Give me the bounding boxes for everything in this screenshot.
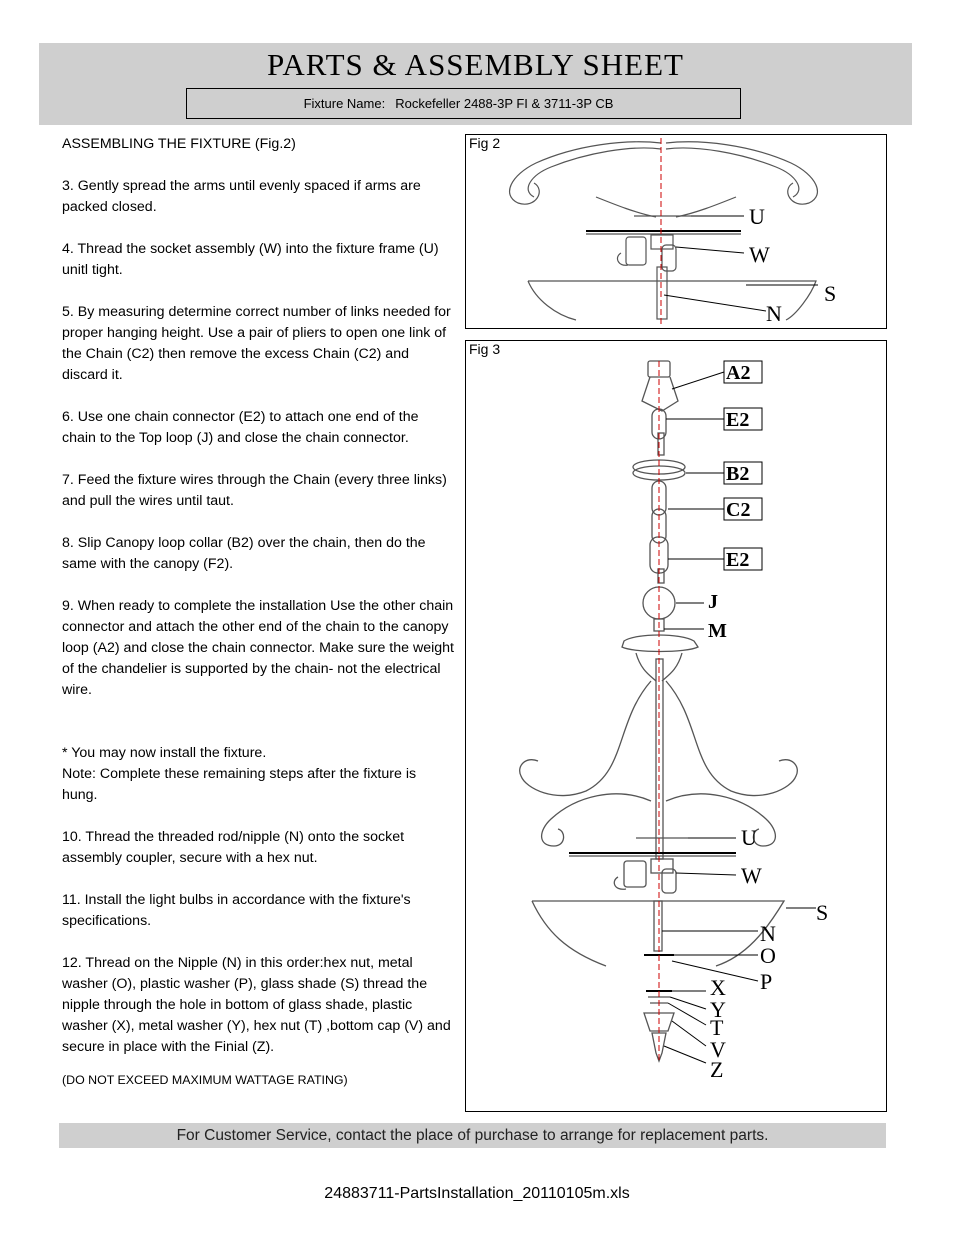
fixture-name-label: Fixture Name:	[303, 96, 386, 111]
step-5: 5. By measuring determine correct number of links needed for proper hanging height. Use a pair of pliers to open one link of the Chain (C2) then remove the excess Chain (C2) and discard it.	[62, 304, 451, 383]
instructions-heading: ASSEMBLING THE FIXTURE (Fig.2)	[62, 136, 296, 152]
install-note: * You may now install the fixture.	[62, 745, 267, 761]
fig3-label-t: T	[710, 1015, 724, 1040]
fig3-label-e2-bottom: E2	[726, 549, 750, 571]
figure-3-label: Fig 3	[469, 341, 501, 357]
fig3-label-w: W	[741, 863, 762, 888]
figure-2-label: Fig 2	[469, 135, 501, 151]
step-12: 12. Thread on the Nipple (N) in this order:hex nut, metal washer (O), plastic washer (P), glass shade (S) thread the nipple through the hole in bottom of glass shade, plastic washer (X), metal washer (Y), hex nut (T) ,bottom cap (V) and secure in place with the Finial (Z).	[62, 955, 451, 1055]
fig3-label-z: Z	[710, 1057, 724, 1082]
fig2-label-n: N	[766, 301, 782, 326]
figure-3	[465, 340, 887, 1112]
fig3-label-b2: B2	[726, 463, 750, 485]
note: Note: Complete these remaining steps after the fixture is hung.	[62, 766, 417, 803]
step-3: 3. Gently spread the arms until evenly spaced if arms are packed closed.	[62, 178, 421, 215]
fig3-label-o: O	[760, 943, 776, 968]
fig2-label-s: S	[824, 281, 837, 306]
fig3-label-j: J	[708, 591, 718, 613]
fixture-name-box	[186, 88, 741, 119]
step-7: 7. Feed the fixture wires through the Chain (every three links) and pull the wires until taut.	[62, 472, 447, 509]
fig3-label-e2-top: E2	[726, 409, 750, 431]
wattage-warning: (DO NOT EXCEED MAXIMUM WATTAGE RATING)	[62, 1073, 348, 1087]
fig2-label-w: W	[749, 242, 770, 267]
step-11: 11. Install the light bulbs in accordance with the fixture's specifications.	[62, 892, 411, 929]
figure-2-drawing	[466, 135, 886, 328]
figure-3-drawing	[466, 341, 886, 1111]
fig3-label-p: P	[760, 969, 773, 994]
customer-service-bar: For Customer Service, contact the place of purchase to arrange for replacement parts.	[59, 1123, 886, 1148]
fig3-label-n: N	[760, 921, 776, 946]
figure-2	[465, 134, 887, 329]
fig3-label-s: S	[816, 900, 829, 925]
assembly-instructions	[62, 134, 454, 1091]
fig3-label-m: M	[708, 620, 727, 642]
page-title: PARTS & ASSEMBLY SHEET	[267, 47, 684, 82]
step-10: 10. Thread the threaded rod/nipple (N) onto the socket assembly coupler, secure with a hex nut.	[62, 829, 405, 866]
fig3-label-c2: C2	[726, 499, 751, 521]
fig2-label-u: U	[749, 204, 765, 229]
step-6: 6. Use one chain connector (E2) to attach one end of the chain to the Top loop (J) and close the chain connector.	[62, 409, 419, 446]
step-9: 9. When ready to complete the installation Use the other chain connector and attach the other end of the chain to the canopy loop (A2) and close the chain connector. Make sure the weight of the chandelier is supported by the chain- not the electrical wire.	[62, 598, 454, 698]
step-4: 4. Thread the socket assembly (W) into the fixture frame (U) unitl tight.	[62, 241, 439, 278]
fig3-label-a2: A2	[726, 362, 751, 384]
step-8: 8. Slip Canopy loop collar (B2) over the chain, then do the same with the canopy (F2).	[62, 535, 426, 572]
fixture-name-value: Rockefeller 2488-3P FI & 3711-3P CB	[395, 96, 614, 111]
header-bar	[39, 43, 912, 125]
fig3-label-x: X	[710, 975, 726, 1000]
fig3-label-y: Y	[710, 997, 726, 1022]
file-name: 24883711-PartsInstallation_20110105m.xls	[324, 1185, 630, 1202]
fig3-label-u: U	[741, 825, 757, 850]
fig3-label-v: V	[710, 1037, 726, 1062]
